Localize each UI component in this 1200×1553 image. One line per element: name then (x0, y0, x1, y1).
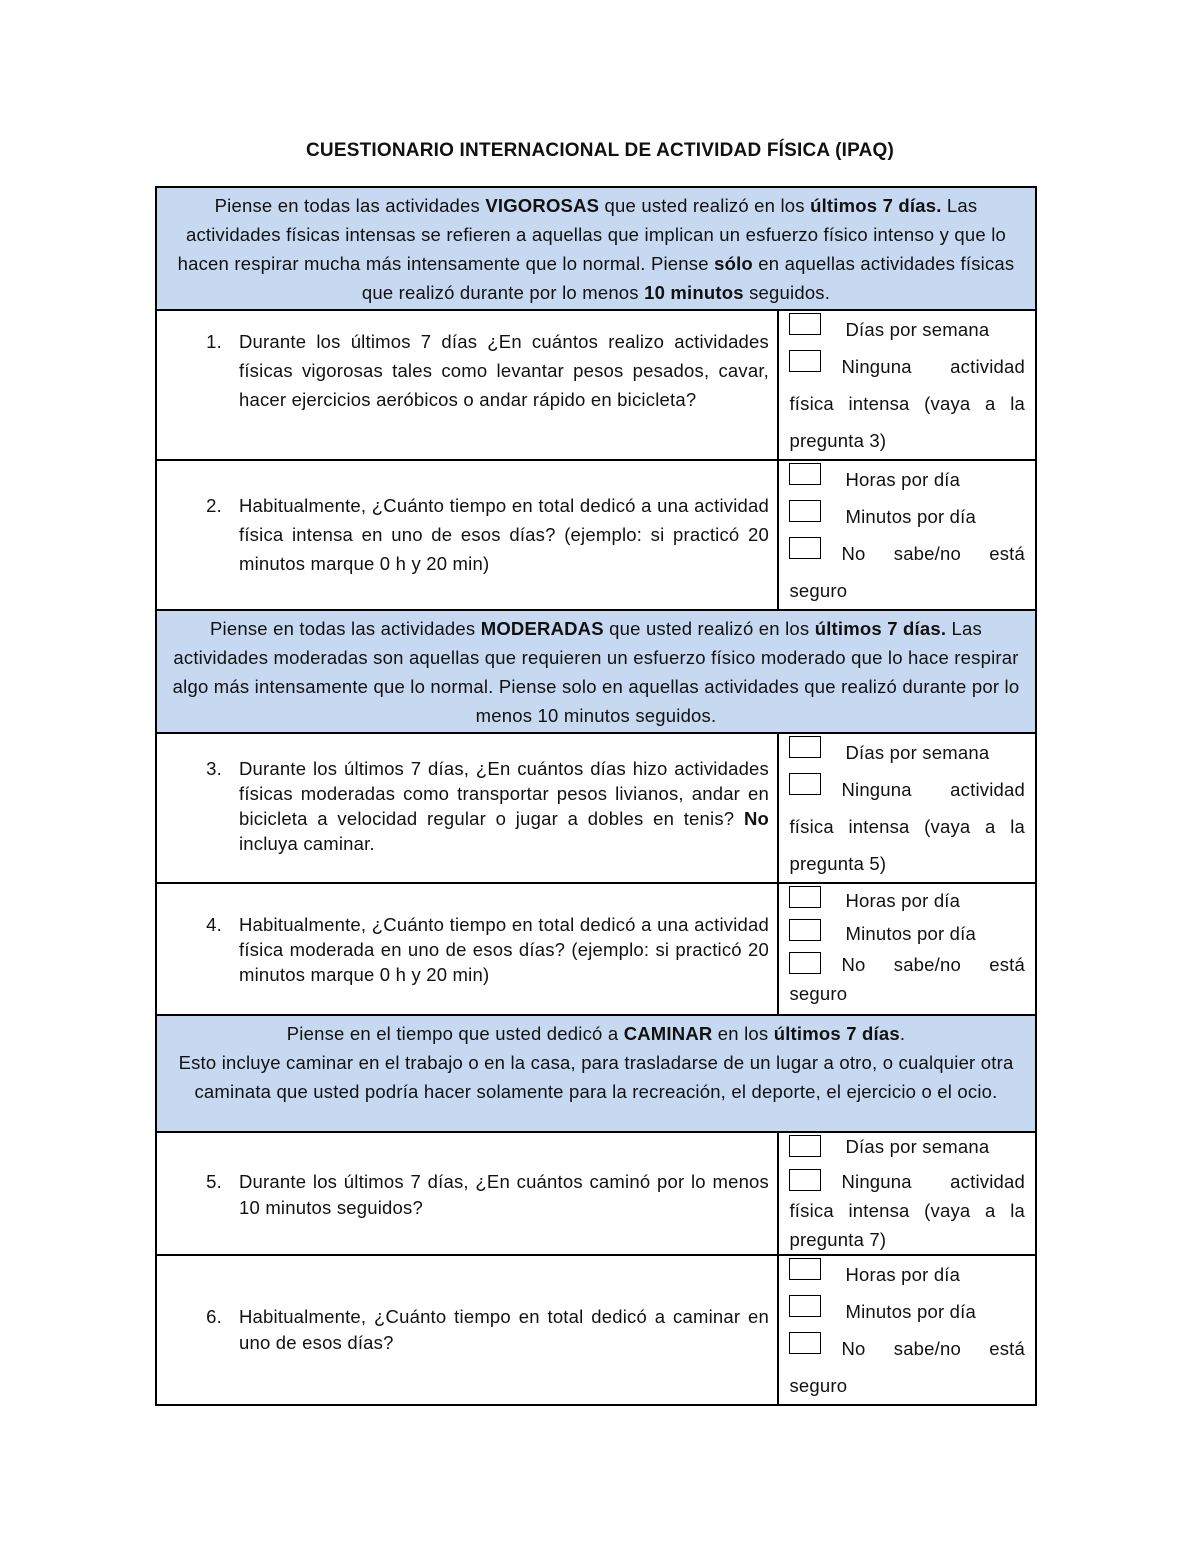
question-row (156, 310, 1036, 460)
question-number: 1. (206, 331, 222, 352)
question-text: Habitualmente, ¿Cuánto tiempo en total dedicó a una actividad física intensa en uno de esos días? (ejemplo: si practicó 20 minutos marque 0 h y 20 min) (239, 495, 769, 574)
answer-option[interactable]: Horas por día (789, 884, 1025, 917)
checkbox[interactable] (789, 537, 821, 559)
checkbox[interactable] (789, 1332, 821, 1354)
checkbox[interactable] (789, 1258, 821, 1280)
question-row (156, 883, 1036, 1015)
answer-option[interactable]: No sabe/no está seguro (789, 535, 1025, 609)
question-row (156, 460, 1036, 610)
section-intro-moderate: Piense en todas las actividades MODERADAS que usted realizó en los últimos 7 días. Las actividades moderadas son aquellas que requieren un esfuerzo físico moderado que lo hace respirar algo más intensamente que lo normal. Piense solo en aquellas actividades que realizó durante por lo menos 10 minutos seguidos. (156, 610, 1036, 733)
answer-option[interactable]: Ninguna actividad física intensa (vaya a la pregunta 3) (789, 348, 1025, 459)
question-text: Habitualmente, ¿Cuánto tiempo en total dedicó a caminar en uno de esos días? (239, 1306, 769, 1353)
answer-option[interactable]: Minutos por día (789, 498, 1025, 535)
checkbox[interactable] (789, 1169, 821, 1191)
questionnaire-table (155, 186, 1037, 1406)
question-text: Durante los últimos 7 días, ¿En cuántos días hizo actividades físicas moderadas como transportar pesos livianos, andar en bicicleta a velocidad regular o jugar a dobles en tenis? No incluya caminar. (239, 758, 769, 854)
question-text: Durante los últimos 7 días ¿En cuántos realizo actividades físicas vigorosas tales como levantar pesos pesados, cavar, hacer ejercicios aeróbicos o andar rápido en bicicleta? (239, 331, 769, 410)
checkbox[interactable] (789, 350, 821, 372)
section-intro-walking: Piense en el tiempo que usted dedicó a CAMINAR en los últimos 7 días. Esto incluye caminar en el trabajo o en la casa, para trasladarse de un lugar a otro, o cualquier otra caminata que usted podría hacer solamente para la recreación, el deporte, el ejercicio o el ocio. (156, 1015, 1036, 1132)
checkbox[interactable] (789, 736, 821, 758)
answer-option[interactable]: Días por semana (789, 1133, 1025, 1161)
question-row (156, 1132, 1036, 1255)
answer-option[interactable]: Ninguna actividad física intensa (vaya a la pregunta 5) (789, 771, 1025, 882)
answer-option[interactable]: No sabe/no está seguro (789, 1330, 1025, 1404)
checkbox[interactable] (789, 463, 821, 485)
answer-option[interactable]: Horas por día (789, 461, 1025, 498)
checkbox[interactable] (789, 500, 821, 522)
checkbox[interactable] (789, 313, 821, 335)
answer-option[interactable]: Días por semana (789, 734, 1025, 771)
question-text: Habitualmente, ¿Cuánto tiempo en total dedicó a una actividad física moderada en uno de esos días? (ejemplo: si practicó 20 minutos marque 0 h y 20 min) (239, 914, 769, 985)
answer-option[interactable]: Horas por día (789, 1256, 1025, 1293)
answer-option[interactable]: No sabe/no está seguro (789, 954, 1025, 1004)
question-number: 5. (206, 1171, 222, 1192)
answer-option[interactable]: Minutos por día (789, 917, 1025, 950)
answer-option[interactable]: Ninguna actividad física intensa (vaya a la pregunta 7) (789, 1171, 1025, 1250)
checkbox[interactable] (789, 952, 821, 974)
question-number: 3. (206, 758, 222, 779)
page-title: CUESTIONARIO INTERNACIONAL DE ACTIVIDAD FÍSICA (IPAQ) (306, 140, 894, 161)
checkbox[interactable] (789, 919, 821, 941)
question-number: 4. (206, 914, 222, 935)
checkbox[interactable] (789, 773, 821, 795)
checkbox[interactable] (789, 1135, 821, 1157)
checkbox[interactable] (789, 1295, 821, 1317)
answer-option[interactable]: Días por semana (789, 311, 1025, 348)
answer-option[interactable]: Minutos por día (789, 1293, 1025, 1330)
section-intro-vigorous: Piense en todas las actividades VIGOROSAS que usted realizó en los últimos 7 días. Las actividades físicas intensas se refieren a aquellas que implican un esfuerzo físico intenso y que lo hacen respirar mucha más intensamente que lo normal. Piense sólo en aquellas actividades físicas que realizó durante por lo menos 10 minutos seguidos. (156, 187, 1036, 310)
question-text: Durante los últimos 7 días, ¿En cuántos caminó por lo menos 10 minutos seguidos? (239, 1171, 769, 1218)
question-number: 6. (206, 1306, 222, 1327)
question-row (156, 1255, 1036, 1405)
question-row (156, 733, 1036, 883)
checkbox[interactable] (789, 886, 821, 908)
question-number: 2. (206, 495, 222, 516)
